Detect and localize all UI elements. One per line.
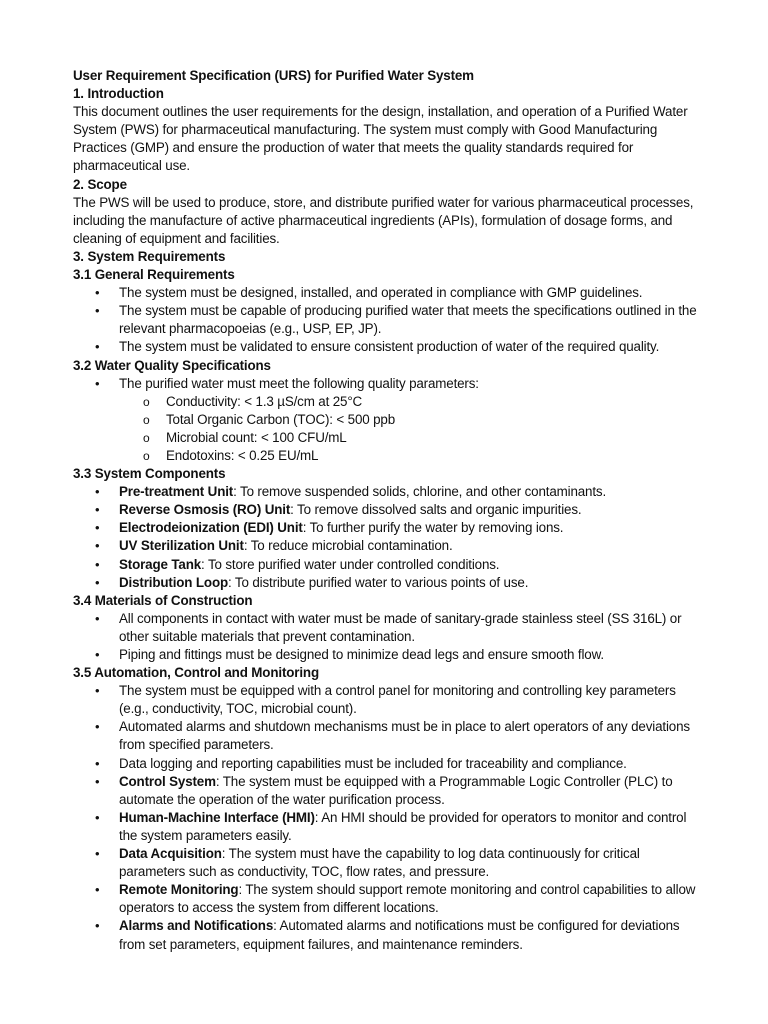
bullet-icon: • [95,285,100,301]
sub-list-item: o Endotoxins: < 0.25 EU/mL [166,447,703,465]
list-item: • Control System: The system must be equipped with a Programmable Logic Controller (PLC) to automate the operation of the water purification process. [95,773,673,807]
section-3-heading: 3. System Requirements [73,248,226,264]
list-item: • Distribution Loop: To distribute purified water to various points of use. [119,574,703,592]
bullet-icon: • [95,610,100,626]
list-item: • Alarms and Notifications: Automated alarms and notifications must be configured for deviations from set parameters, equipment failures, and maintenance reminders. [95,918,680,952]
document-title: User Requirement Specification (URS) for Purified Water System [73,68,474,83]
bullet-icon: • [95,556,100,572]
circle-bullet-icon: o [143,448,150,463]
bullet-icon: • [95,719,100,735]
bullet-icon: • [95,574,100,590]
list-item: • The purified water must meet the following quality parameters: o Conductivity: < 1.3 µS/cm at 25°C o Total Organic Carbon (TOC): < 500 ppb o Microbial count: < 100 CFU/mL o Endotoxins: < 0.25 EU/mL [119,375,703,465]
list-item: • Remote Monitoring: The system should support remote monitoring and control capabilities to allow operators to access the system from different locations. [95,882,696,916]
list-item: • Data Acquisition: The system must have the capability to log data continuously for critical parameters such as conductivity, TOC, flow rates, and pressure. [95,846,640,880]
bullet-icon: • [95,918,100,934]
bullet-icon: • [95,755,100,771]
list-item: • Pre-treatment Unit: To remove suspended solids, chlorine, and other contaminants. [119,483,703,501]
section-3-4-heading: 3.4 Materials of Construction [73,592,253,608]
list-item: • Piping and fittings must be designed to minimize dead legs and ensure smooth flow. [119,646,703,664]
section-2-heading: 2. Scope [73,176,127,192]
list-item: • The system must be validated to ensure consistent production of water of the required quality. [119,338,703,356]
bullet-icon: • [95,683,100,699]
section-3-1-heading: 3.1 General Requirements [73,267,235,283]
bullet-icon: • [95,882,100,898]
automation-list [73,682,703,953]
section-3-5-heading: 3.5 Automation, Control and Monitoring [73,665,319,681]
list-item: • Human-Machine Interface (HMI): An HMI should be provided for operators to monitor and control the system parameters easily. [95,809,687,843]
materials-list [73,610,703,664]
circle-bullet-icon: o [143,394,150,409]
list-item: • Data logging and reporting capabilities must be included for traceability and compliance. [119,755,703,773]
bullet-icon: • [95,375,100,391]
section-1-text: This document outlines the user requirements for the design, installation, and operation of a Purified Water System (PWS) for pharmaceutical manufacturing. The system must comply with Good Manufacturing Practices (GMP) and ensure the production of water that meets the quality standards required for pharmaceutical use. [73,104,688,174]
list-item: • Storage Tank: To store purified water under controlled conditions. [119,556,703,574]
bullet-icon: • [95,647,100,662]
quality-parameters-list [119,393,703,465]
list-item: • UV Sterilization Unit: To reduce microbial contamination. [119,537,703,555]
sub-list-item: o Total Organic Carbon (TOC): < 500 ppb [166,411,703,429]
list-item: • The system must be capable of producing purified water that meets the specifications outlined in the relevant pharmacopoeias (e.g., USP, EP, JP). [95,303,697,337]
bullet-icon: • [95,809,100,825]
section-3-2-heading: 3.2 Water Quality Specifications [73,357,271,373]
sub-list-item: o Conductivity: < 1.3 µS/cm at 25°C [166,393,703,411]
list-item: • All components in contact with water must be made of sanitary-grade stainless steel (SS 316L) or other suitable materials that prevent contamination. [95,610,682,644]
section-2-text: The PWS will be used to produce, store, and distribute purified water for various pharmaceutical processes, including the manufacture of active pharmaceutical ingredients (APIs), formulation of dosage forms, and cleaning of equipment and facilities. [73,194,694,246]
general-requirements-list [73,284,703,356]
bullet-icon: • [95,339,100,355]
circle-bullet-icon: o [143,412,150,427]
sub-list-item: o Microbial count: < 100 CFU/mL [166,429,703,447]
list-item: • Electrodeionization (EDI) Unit: To further purify the water by removing ions. [119,519,703,537]
bullet-icon: • [95,484,100,500]
section-3-3-heading: 3.3 System Components [73,466,226,482]
bullet-icon: • [95,538,100,554]
bullet-icon: • [95,773,100,789]
list-item: • The system must be equipped with a control panel for monitoring and controlling key parameters (e.g., conductivity, TOC, microbial count). [95,683,676,717]
circle-bullet-icon: o [143,430,150,445]
list-item: • Reverse Osmosis (RO) Unit: To remove dissolved salts and organic impurities. [119,501,703,519]
section-1-heading: 1. Introduction [73,86,164,102]
bullet-icon: • [95,502,100,518]
water-quality-list [73,375,703,465]
bullet-icon: • [95,303,100,319]
system-components-list [73,483,703,592]
list-item: • Automated alarms and shutdown mechanisms must be in place to alert operators of any deviations from specified parameters. [95,719,690,753]
document-page [73,67,703,954]
bullet-icon: • [95,520,100,536]
bullet-icon: • [95,846,100,862]
list-item: • The system must be designed, installed, and operated in compliance with GMP guidelines. [119,284,703,302]
